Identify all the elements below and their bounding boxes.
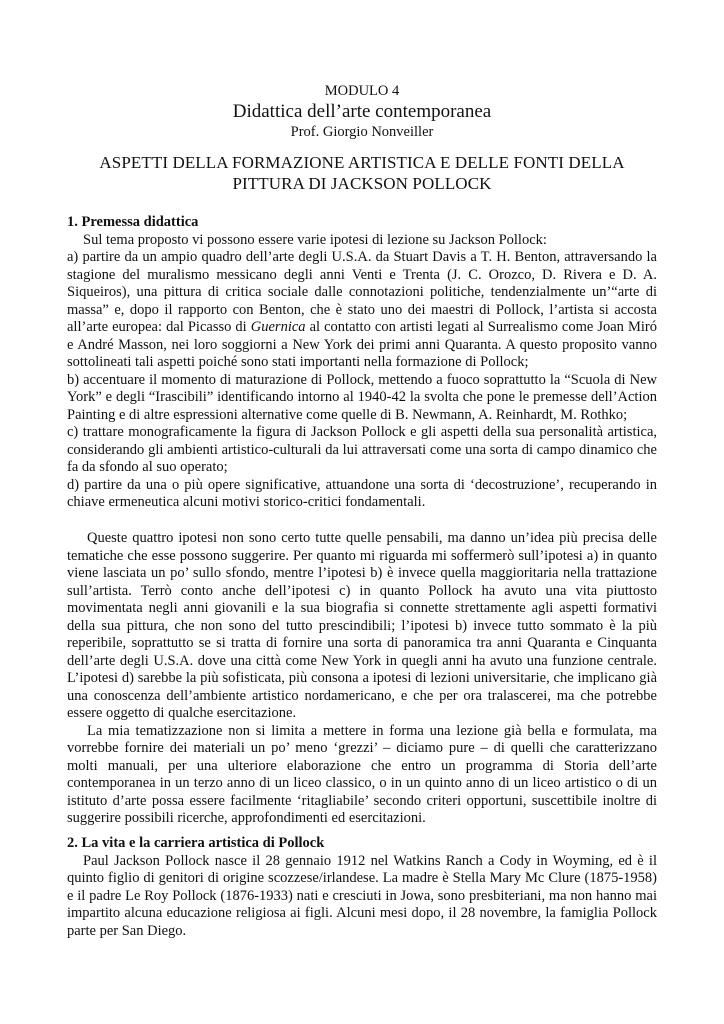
document-title [60,152,664,194]
module-label: MODULO 4 [324,83,400,99]
hypothesis-b: b) accentuare il momento di maturazione di Pollock, mettendo a fuoco soprattutto la “Scuola di New York” e degli “Irascibili” identificando intorno al 1940-42 la svolta che pone le premesse dell’Action Painting e di altre espressioni alternative come quelle di B. Newmann, A. Reinhardt, M. Rothko; [67,371,657,423]
document-title-line-1: ASPETTI DELLA FORMAZIONE ARTISTICA E DELLE FONTI DELLA [99,153,625,172]
course-title: Didattica dell’arte contemporanea [232,101,492,122]
hypothesis-a-text-1: a) partire da un ampio quadro dell’arte degli U.S.A. da Stuart Davis a T. H. Benton, attraversando la stagione del muralismo messicano degli anni Venti e Trenta (J. C. Orozco, D. Rivera e D. A. Siqueiros), una pittura di critica sociale dalle connotazioni politiche, tendenzialmente un’“arte di massa” e, dopo il rapporto con Benton, che è stato uno dei maestri di Pollock, l’artista si accosta all’arte europea: dal Picasso di [67,249,657,335]
hypothesis-a [67,249,657,372]
hypothesis-d: d) partire da una o più opere significative, attuandone una sorta di ‘decostruzione’, recuperando in chiave ermeneutica alcuni motivi storico-critici fondamentali. [67,476,657,510]
discussion-paragraph-1: Queste quattro ipotesi non sono certo tutte quelle pensabili, ma danno un’idea più precisa delle tematiche che esse possono suggerire. Per quanto mi riguarda mi soffermerò sull’ipotesi a) in quanto viene lasciata un po’ sullo sfondo, mentre l’ipotesi b) è invece quella maggioritaria nella trattazione sull’artista. Terrò conto anche dell’ipotesi c) in quanto Pollock ha avuto una vita piuttosto movimentata negli anni giovanili e la sua biografia si connette strettamente agli aspetti formativi della sua pittura, che non sono del tutto prescindibili; l’ipotesi b) invece tutto sommato è la più reperibile, soprattutto se si tratta di fornire una sorta di panoramica tra anni Quaranta e Cinquanta dell’arte degli U.S.A. dove una città come New York in quegli anni ha avuto una funzione centrale. L’ipotesi d) sarebbe la più sofisticata, più consona a ipotesi di lezioni universitarie, che implicano già una conoscenza dell’ambiente artistico nordamericano, e che per ora tralascerei, ma che potrebbe essere oggetto di qualche esercitazione. [67,530,657,721]
biography-paragraph: Paul Jackson Pollock nasce il 28 gennaio 1912 nel Watkins Ranch a Cody in Woyming, ed è il quinto figlio di genitori di origine scozzese/irlandese. La madre è Stella Mary Mc Clure (1875-1958) e il padre Le Roy Pollock (1876-1933) nati e cresciuti in Jowa, sono presbiteriani, ma non hanno mai impartito alcuna educazione religiosa ai figli. Alcuni mesi dopo, il 28 novembre, la famiglia Pollock parte per San Diego. [67,852,657,939]
section-intro: Sul tema proposto vi possono essere varie ipotesi di lezione su Jackson Pollock: [83,231,547,248]
professor-name: Prof. Giorgio Nonveiller [290,124,434,140]
section-vita-carriera [67,835,657,940]
section-heading-1: 1. Premessa didattica [67,214,199,230]
document-title-line-2: PITTURA DI JACKSON POLLOCK [232,174,492,193]
hypothesis-a-text-2: al contatto con artisti legati al Surrealismo come Joan Miró e André Masson, nei loro soggiorni a New York dei primi anni Quaranta. A questo proposito vanno sottolineati tali aspetti poiché sono stati importanti nella formazione di Pollock; [67,319,657,370]
discussion-block [67,530,657,828]
section-heading-2: 2. La vita e la carriera artistica di Pollock [67,835,325,851]
section-premessa [67,214,657,512]
discussion-paragraph-2: La mia tematizzazione non si limita a mettere in forma una lezione già bella e formulata, ma vorrebbe fornire dei materiali un po’ meno ‘grezzi’ – diciamo pure – di quelli che caratterizzano molti manuali, per una ulteriore elaborazione che entro un programma di Storia dell’arte contemporanea in un terzo anno di un liceo classico, o in un quinto anno di un liceo artistico o di un istituto d’arte possa essere facilmente ‘ritagliabile’ secondo criteri opportuni, suscettibile inoltre di suggerire possibili ricerche, approfondimenti ed esercitazioni. [67,722,657,826]
artwork-title-guernica: Guernica [250,319,306,335]
hypothesis-c: c) trattare monograficamente la figura di Jackson Pollock e gli aspetti della sua personalità artistica, considerando gli ambienti artistico-culturali da lui attraversati come una sorta di campo dinamico che fa da sfondo al suo operato; [67,424,657,475]
